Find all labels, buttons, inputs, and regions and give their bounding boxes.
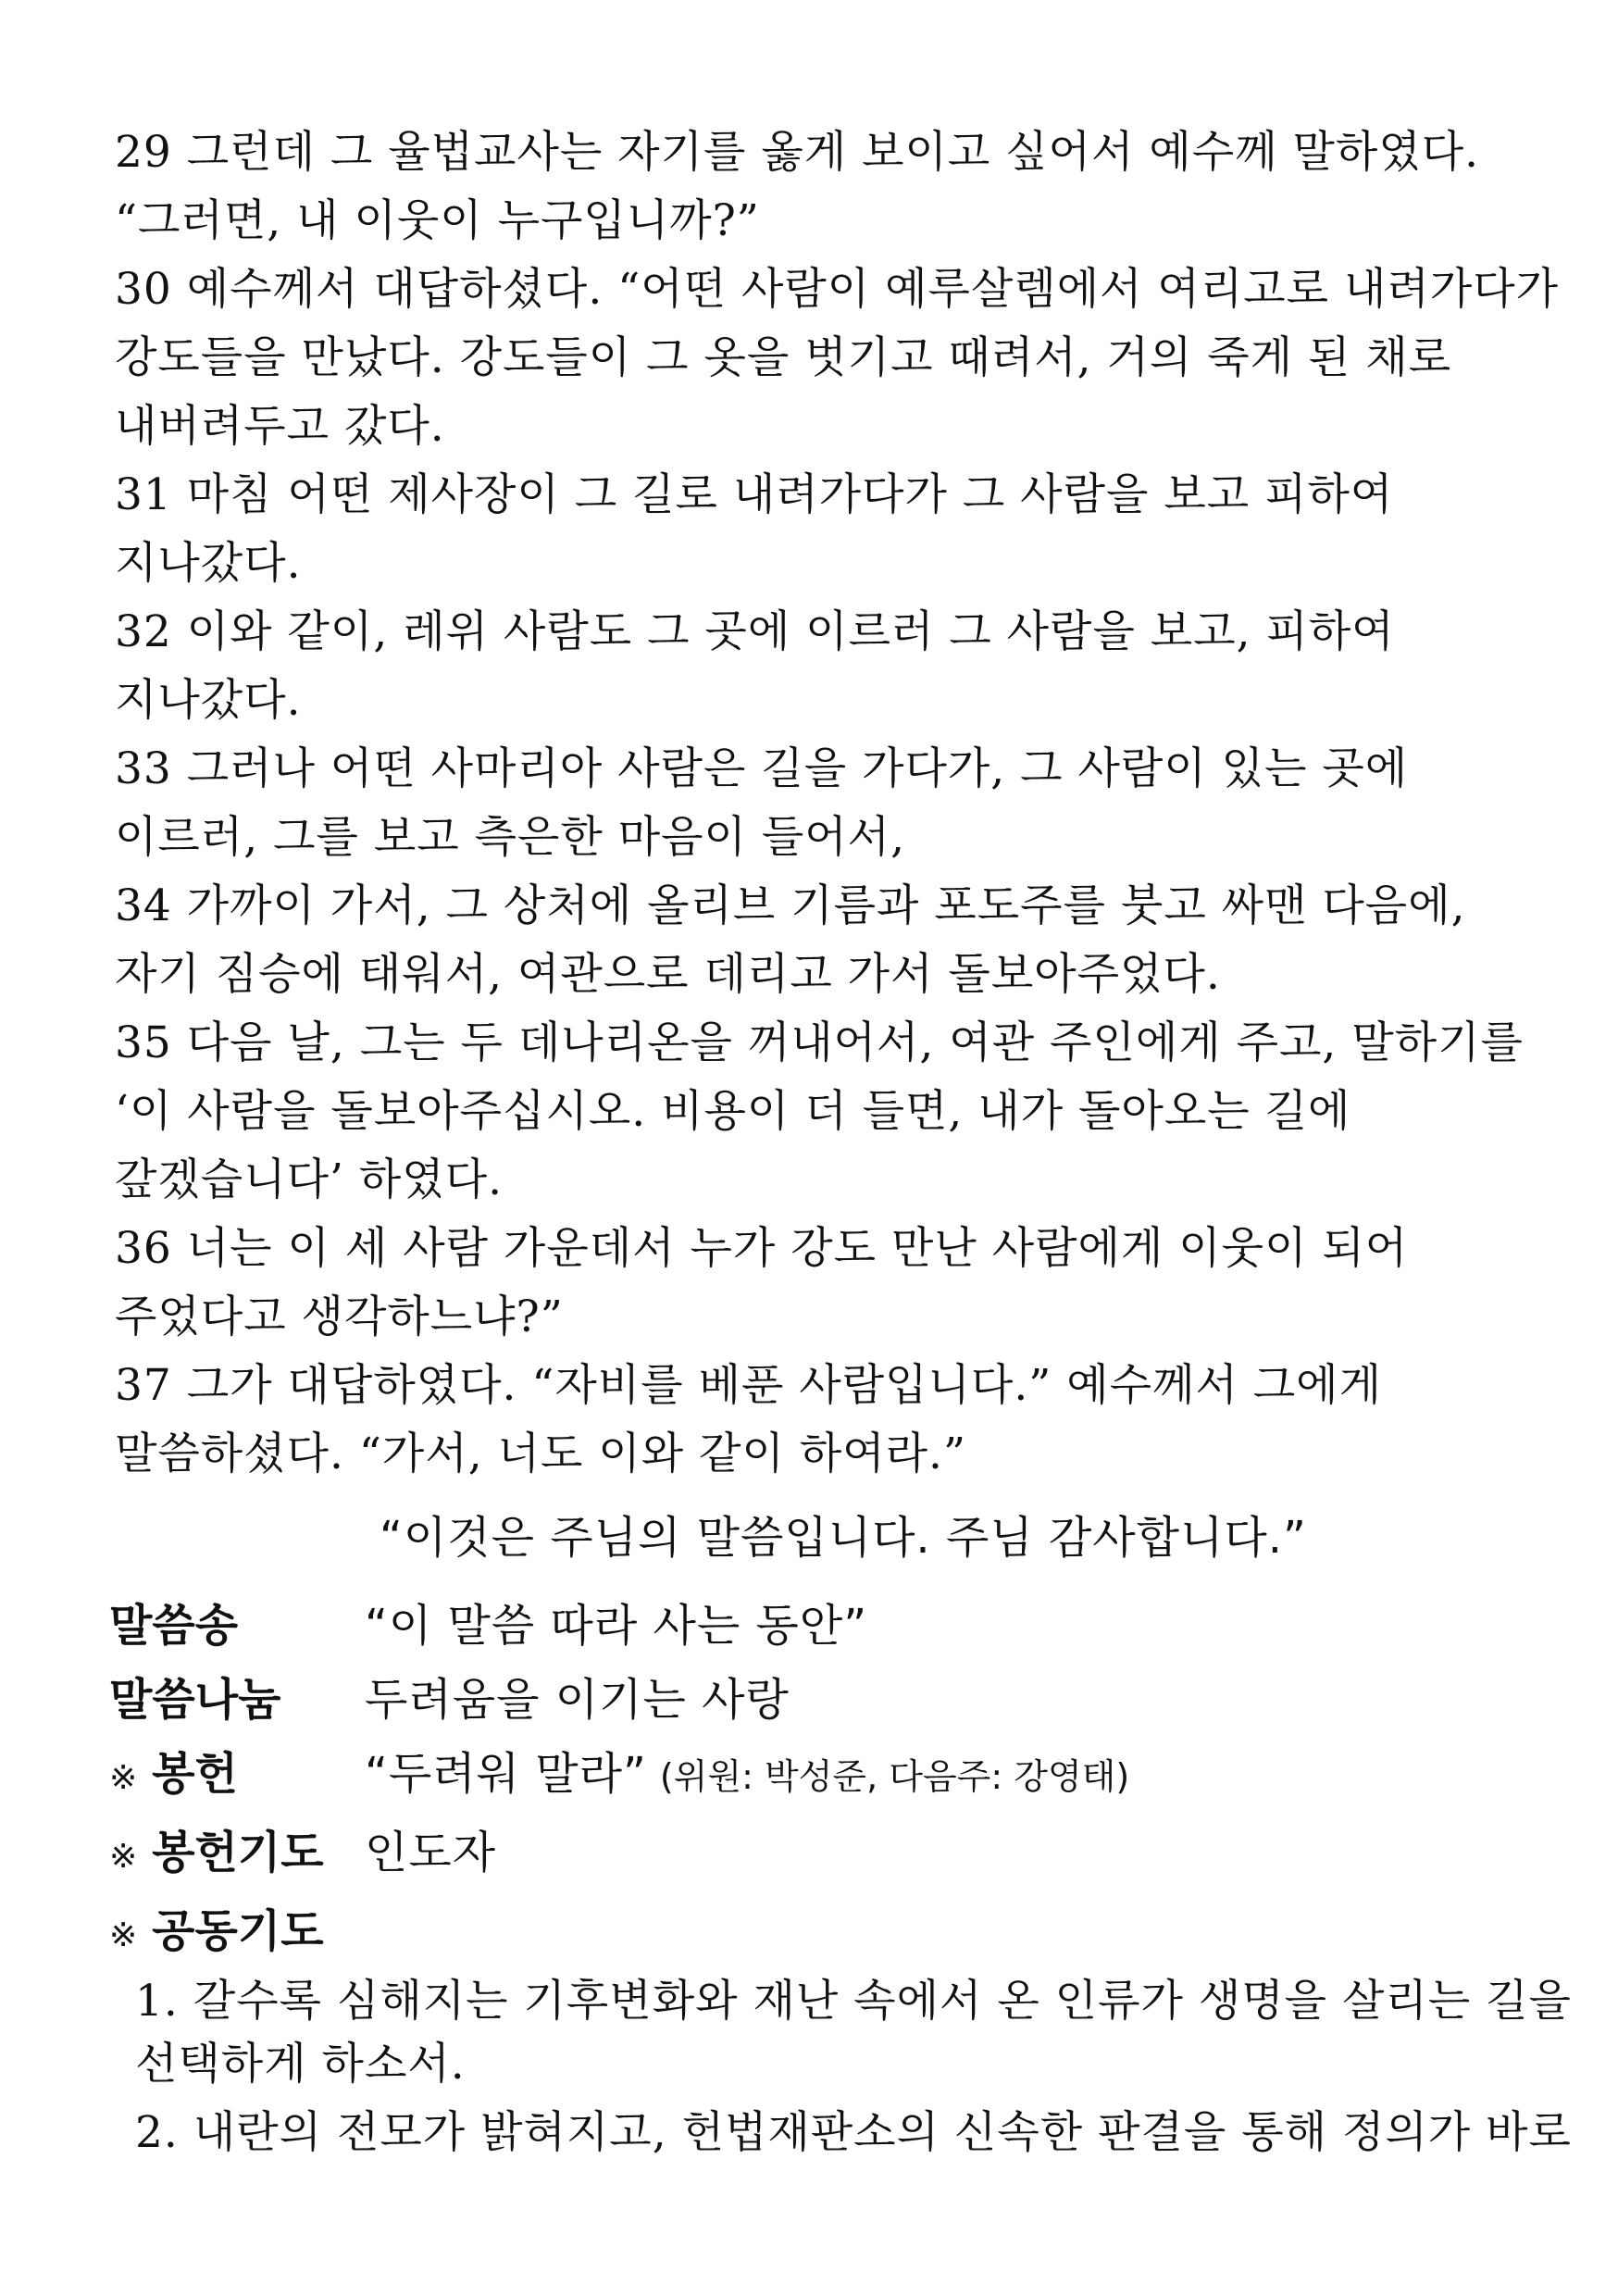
verse-line: 주었다고 생각하느냐?” xyxy=(115,1292,564,1342)
verse-35 xyxy=(115,1009,1540,1215)
verse-number: 31 xyxy=(115,469,172,520)
verse-37 xyxy=(115,1352,1540,1489)
verse-34 xyxy=(115,872,1540,1009)
worship-song-item xyxy=(109,1589,1553,1663)
verse-line: ‘이 사람을 돌보아주십시오. 비용이 더 들면, 내가 돌아오는 길에 xyxy=(115,1086,1351,1137)
reading-closing-response: “이것은 주님의 말씀입니다. 주님 감사합니다.” xyxy=(380,1512,1307,1564)
verse-number: 37 xyxy=(115,1360,172,1411)
verse-line: 갚겠습니다’ 하였다. xyxy=(115,1154,504,1205)
verse-33 xyxy=(115,735,1540,872)
item-label: ※ 봉헌 xyxy=(109,1748,238,1800)
verse-number: 29 xyxy=(115,127,172,178)
verse-line: 그러나 어떤 사마리아 사람은 길을 가다가, 그 사람이 있는 곳에 xyxy=(186,743,1409,794)
verse-line: 이르러, 그를 보고 측은한 마음이 들어서, xyxy=(115,812,906,863)
verse-line: “그러면, 내 이웃이 누구입니까?” xyxy=(115,195,760,246)
verse-line: 예수께서 대답하셨다. “어떤 사람이 예루살렘에서 여리고로 내려가다가 xyxy=(186,264,1560,315)
prayer-list xyxy=(135,1970,1572,2170)
item-content: 인도자 xyxy=(365,1827,497,1878)
verse-32 xyxy=(115,598,1540,735)
standing-mark-icon: ※ xyxy=(109,1759,138,1797)
item-content: “이 말씀 따라 사는 동안” xyxy=(365,1600,868,1652)
verse-line: 그가 대답하였다. “자비를 베푼 사람입니다.” 예수께서 그에게 xyxy=(186,1360,1382,1411)
verse-number: 32 xyxy=(115,606,172,657)
prayer-line: 갈수록 심해지는 기후변화와 재난 속에서 온 인류가 생명을 살리는 길을 xyxy=(193,1976,1572,2027)
verse-line: 자기 짐승에 태워서, 여관으로 데리고 가서 돌보아주었다. xyxy=(115,949,1221,1000)
item-label: 말씀나눔 xyxy=(109,1674,281,1726)
verse-line: 말씀하셨다. “가서, 너도 이와 같이 하여라.” xyxy=(115,1429,967,1479)
prayer-number: 1. xyxy=(135,1976,179,2027)
verse-number: 33 xyxy=(115,743,172,794)
verse-line: 가까이 가서, 그 상처에 올리브 기름과 포도주를 붓고 싸맨 다음에, xyxy=(186,880,1466,931)
verse-line: 내버려두고 갔다. xyxy=(115,401,445,452)
offering-item xyxy=(109,1737,1553,1816)
scripture-reading xyxy=(115,119,1560,1489)
verse-line: 너는 이 세 사람 가운데서 누가 강도 만난 사람에게 이웃이 되어 xyxy=(186,1223,1409,1274)
verse-number: 35 xyxy=(115,1017,172,1068)
sermon-item xyxy=(109,1663,1553,1737)
verse-30 xyxy=(115,256,1560,461)
verse-29 xyxy=(115,119,1540,256)
worship-order xyxy=(109,1589,1553,1973)
item-content: “두려워 말라” xyxy=(365,1748,647,1800)
item-content: 두려움을 이기는 사랑 xyxy=(365,1674,790,1726)
verse-line: 강도들을 만났다. 강도들이 그 옷을 벗기고 때려서, 거의 죽게 된 채로 xyxy=(115,332,1452,383)
verse-line: 마침 어떤 제사장이 그 길로 내려가다가 그 사람을 보고 피하여 xyxy=(186,469,1394,520)
item-label: ※ 공동기도 xyxy=(109,1905,324,1957)
prayer-item-1 xyxy=(135,1970,1572,2096)
verse-36 xyxy=(115,1215,1540,1352)
verse-line: 그런데 그 율법교사는 자기를 옳게 보이고 싶어서 예수께 말하였다. xyxy=(186,127,1480,178)
prayer-number: 2. xyxy=(135,2107,179,2158)
verse-31 xyxy=(115,461,1540,598)
verse-number: 34 xyxy=(115,880,172,931)
verse-line: 지나갔다. xyxy=(115,538,302,589)
verse-line: 지나갔다. xyxy=(115,675,302,726)
common-prayer-item xyxy=(109,1894,1553,1973)
item-label: 말씀송 xyxy=(109,1600,239,1652)
verse-line: 다음 날, 그는 두 데나리온을 꺼내어서, 여관 주인에게 주고, 말하기를 xyxy=(186,1017,1524,1068)
verse-line: 이와 같이, 레위 사람도 그 곳에 이르러 그 사람을 보고, 피하여 xyxy=(186,606,1395,657)
prayer-line: 선택하게 하소서. xyxy=(135,2039,466,2090)
item-label: ※ 봉헌기도 xyxy=(109,1827,324,1878)
offering-prayer-item xyxy=(109,1816,1553,1894)
item-note: (위원: 박성준, 다음주: 강영태) xyxy=(659,1756,1130,1797)
standing-mark-icon: ※ xyxy=(109,1838,138,1876)
verse-number: 36 xyxy=(115,1223,172,1274)
prayer-line: 내란의 전모가 밝혀지고, 헌법재판소의 신속한 판결을 통해 정의가 바로 xyxy=(193,2107,1572,2158)
standing-mark-icon: ※ xyxy=(109,1916,138,1954)
verse-number: 30 xyxy=(115,264,172,315)
prayer-item-2 xyxy=(135,2102,1572,2165)
